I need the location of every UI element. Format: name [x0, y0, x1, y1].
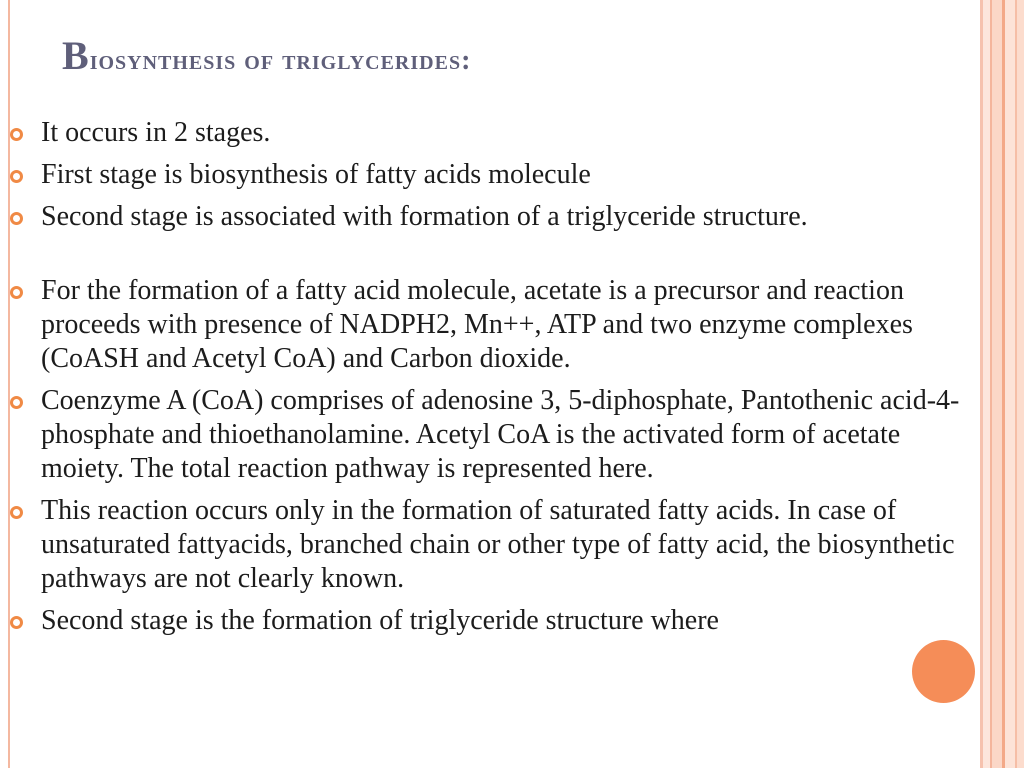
bullet-text: It occurs in 2 stages. — [41, 117, 271, 148]
bullet-item — [0, 384, 980, 486]
bullet-item — [0, 494, 980, 596]
bullet-circle-icon — [10, 170, 23, 183]
bullet-item — [0, 604, 980, 638]
bullet-text: For the formation of a fatty acid molecule, acetate is a precursor and reaction proceeds with presence of NADPH2, Mn++, ATP and two enzyme complexes (CoASH and Acetyl CoA) and Carbon dioxide. — [41, 275, 913, 374]
slide-title-rest: iosynthesis of triglycerides: — [89, 45, 472, 76]
decorative-orange-circle — [912, 640, 975, 703]
bullet-text: First stage is biosynthesis of fatty acids molecule — [41, 159, 591, 190]
slide-title — [62, 32, 471, 79]
bullet-circle-icon — [10, 286, 23, 299]
slide-title-initial: B — [62, 33, 90, 78]
bullet-circle-icon — [10, 396, 23, 409]
bullet-circle-icon — [10, 128, 23, 141]
bullet-text: Second stage is the formation of triglyceride structure where — [41, 605, 719, 636]
bullet-item — [0, 274, 980, 376]
bullet-item — [0, 116, 980, 150]
bullet-list — [0, 116, 980, 646]
bullet-item — [0, 200, 980, 234]
bullet-item — [0, 158, 980, 192]
bullet-circle-icon — [10, 506, 23, 519]
bullet-circle-icon — [10, 212, 23, 225]
bullet-text: Second stage is associated with formation of a triglyceride structure. — [41, 201, 808, 232]
bullet-text: Coenzyme A (CoA) comprises of adenosine 3, 5-diphosphate, Pantothenic acid-4-phosphate and thioethanolamine. Acetyl CoA is the activated form of acetate moiety. The total reaction pathway is represented here. — [41, 385, 960, 484]
decorative-stripes — [980, 0, 1024, 768]
bullet-circle-icon — [10, 616, 23, 629]
bullet-text: This reaction occurs only in the formation of saturated fatty acids. In case of unsaturated fattyacids, branched chain or other type of fatty acid, the biosynthetic pathways are not clearly known. — [41, 495, 955, 594]
